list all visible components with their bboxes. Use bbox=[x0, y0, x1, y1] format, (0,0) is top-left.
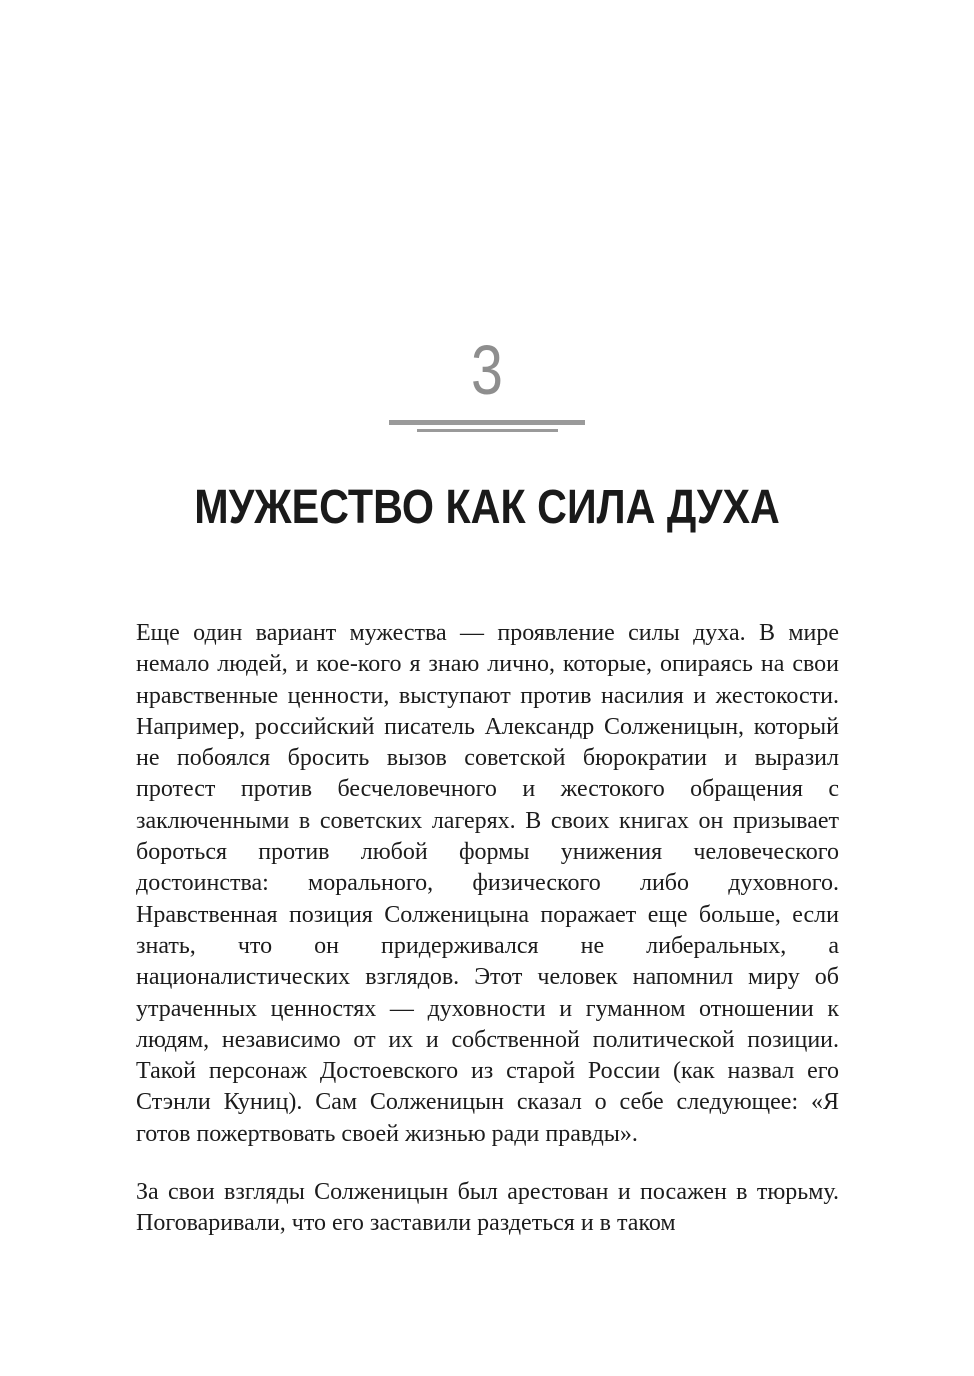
body-paragraph: За свои взгляды Солженицын был арестован и посажен в тюрьму. Поговаривали, что его заставили раздеться и в таком bbox=[136, 1179, 839, 1237]
body-paragraph: Еще один вариант мужества — проявление силы духа. В мире немало людей, и кое-кого я знаю лично, которые, опираясь на свои нравственные ценности, выступают против насилия и жестокости. Например, российский писатель Александр Солженицын, который не побоялся бросить вызов советской бюрократии и выразил протест против бесчеловечного и жестокого обращения с заключенными в советских лагерях. В своих книгах он призывает бороться против любой формы унижения человеческого достоинства: морального, физического либо духовного. Нравственная позиция Солженицына поражает еще больше, если знать, что он придерживался не либеральных, а националистических взглядов. Этот человек напомнил миру об утраченных ценностях — духовности и гуманном отношении к людям, независимо от их и собственной политической позиции. Такой персонаж Достоевского из старой России (как назвал его Стэнли Куниц). Сам Солженицын сказал о себе следующее: «Я готов пожертвовать своей жизнью ради правды». bbox=[136, 620, 839, 1147]
chapter-rule-bottom bbox=[417, 429, 558, 432]
chapter-rule-top bbox=[389, 420, 585, 425]
chapter-number: 3 bbox=[471, 331, 503, 409]
chapter-title: МУЖЕСТВО КАК СИЛА ДУХА bbox=[194, 481, 780, 534]
